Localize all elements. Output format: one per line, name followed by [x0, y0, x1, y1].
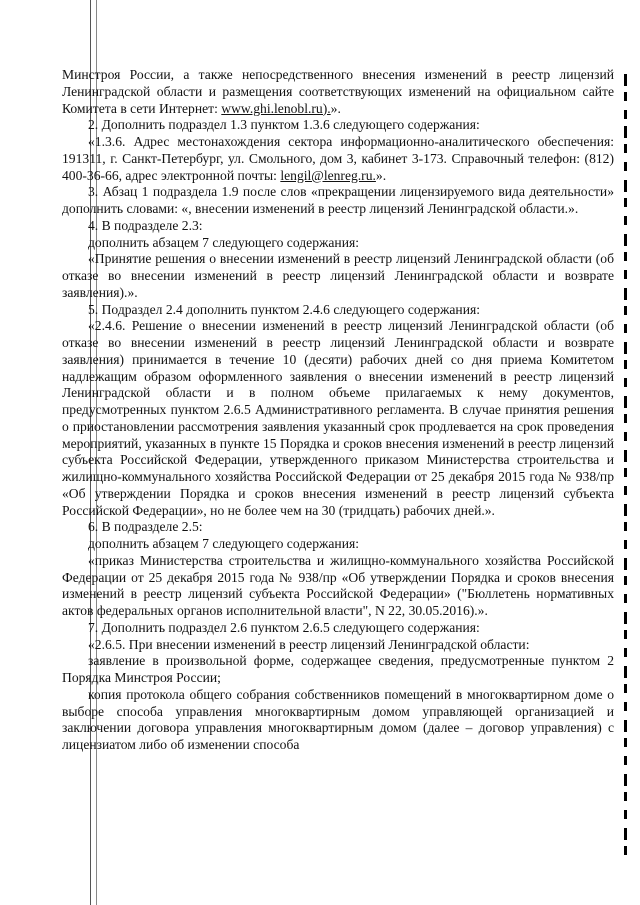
paragraph-p4: [62, 184, 614, 218]
paragraph-text: дополнить абзацем 7 следующего содержания:: [88, 234, 359, 250]
paragraph-text: ».: [330, 100, 341, 116]
scan-mark: [624, 342, 627, 354]
scan-mark: [624, 144, 627, 153]
scan-mark: [624, 270, 627, 279]
paragraph-text: 7. Дополнить подраздел 2.6 пунктом 2.6.5 следующего содержания:: [88, 619, 480, 635]
paragraph-p14: [62, 637, 614, 654]
paragraph-text: заявление в произвольной форме, содержащее сведения, предусмотренные пунктом 2 Порядка Минстроя России;: [62, 653, 614, 685]
scan-mark: [624, 720, 627, 732]
paragraph-text: дополнить абзацем 7 следующего содержания:: [88, 536, 359, 551]
scan-mark: [624, 774, 627, 786]
scan-mark: [624, 360, 627, 369]
paragraph-p3: [62, 134, 614, 184]
document-page: [62, 67, 614, 754]
paragraph-text: ».: [375, 167, 387, 183]
paragraph-text: «2.6.5. При внесении изменений в реестр лицензий Ленинградской области:: [88, 636, 530, 652]
paragraph-text: копия протокола общего собрания собственников помещений в многоквартирном доме о выборе способа управления многоквартирным домом управляющей организацией и заключении договора управления многоквартирным домом (далее – договор управления) с лицензиатом либо об изменении способа: [62, 686, 614, 752]
paragraph-p5: [62, 218, 614, 235]
paragraph-p16: [62, 687, 614, 754]
scan-mark: [624, 810, 627, 819]
scan-mark: [624, 126, 627, 138]
scan-mark: [624, 756, 627, 765]
scan-mark: [624, 216, 627, 225]
scan-mark: [624, 702, 627, 711]
underlined-link-text[interactable]: lengil@lenreg.ru.: [280, 167, 376, 183]
scan-mark: [624, 828, 627, 840]
scan-mark: [624, 792, 627, 801]
paragraph-text: 6. В подразделе 2.5:: [88, 519, 203, 535]
scan-mark: [624, 576, 627, 585]
scan-mark: [624, 180, 627, 192]
scan-mark: [624, 846, 627, 855]
scan-mark: [624, 378, 627, 387]
paragraph-text: «1.3.6. Адрес местонахождения сектора информационно-аналитического обеспечения: 191311, г. Санкт-Петербург, ул. Смольного, дом 3, кабинет 3-173. Справочный телефон: (812) 400-36-66, адрес электронной почты:: [62, 134, 614, 183]
scan-mark: [624, 666, 627, 678]
paragraph-p2: [62, 117, 614, 134]
scan-mark: [624, 198, 627, 207]
scan-mark: [624, 432, 627, 441]
scan-mark: [624, 396, 627, 408]
scan-mark: [624, 414, 627, 423]
scan-mark: [624, 684, 627, 693]
scan-mark: [624, 306, 627, 315]
scan-mark: [624, 594, 627, 603]
scan-mark: [624, 324, 627, 333]
scan-mark: [624, 450, 627, 462]
scan-mark: [624, 486, 627, 495]
paragraph-p13: [62, 620, 614, 637]
scan-mark: [624, 522, 627, 531]
scan-mark: [624, 252, 627, 261]
scan-mark: [624, 612, 627, 624]
paragraph-p6: [62, 235, 614, 252]
scan-mark: [624, 234, 627, 246]
scan-mark: [624, 558, 627, 570]
paragraph-p8: [62, 302, 614, 319]
underlined-link-text[interactable]: www.ghi.lenobl.ru).: [221, 100, 331, 116]
paragraph-text: 3. Абзац 1 подраздела 1.9 после слов «прекращении лицензируемого вида деятельности» дополнить словами: «, внесении изменений в реестр лицензий Ленинградской области.».: [62, 184, 614, 216]
paragraph-text: Минстроя России, а также непосредственного внесения изменений в реестр лицензий Ленинградской области и размещения соответствующих изменений на официальном сайте Комитета в сети Интернет:: [62, 67, 614, 116]
paragraph-text: 4. В подразделе 2.3:: [88, 217, 203, 233]
paragraph-text: «2.4.6. Решение о внесении изменений в реестр лицензий Ленинградской области (об отказе во внесении изменений в реестр лицензий Ленинградской области и возврате заявления) принимается в течение 10 (десяти) рабочих дней со дня приема Комитетом надлежащим образом оформленного заявления о внесении изменений в реестр лицензий Ленинградской области и в полном объеме прилагаемых к нему документов, предусмотренных пунктом 2.6.5 Административного регламента. В случае принятия решения о приостановлении рассмотрения заявления указанный срок продлевается на срок проведения мероприятий, указанных в пункте 15 Порядка и сроков внесения изменений в реестр лицензий субъекта Российской Федерации, утвержденного приказом Министерства строительства и жилищно-коммунального хозяйства Российской Федерации от 25 декабря 2015 года № 938/пр «Об утверждении Порядка и сроков внесения изменений в реестр лицензий субъекта Российской Федерации», но не более чем на 30 (тридцать) рабочих дней.».: [62, 318, 614, 518]
paragraph-p10: [62, 519, 614, 536]
scan-mark: [624, 738, 627, 747]
scan-mark: [624, 288, 627, 300]
paragraph-p7: [62, 251, 614, 301]
paragraph-p1: [62, 67, 614, 117]
paragraph-p11: [62, 536, 614, 553]
paragraph-text: 5. Подраздел 2.4 дополнить пунктом 2.4.6 следующего содержания:: [88, 301, 481, 317]
scan-mark: [624, 92, 627, 101]
scan-margin-marks: [624, 74, 628, 854]
scan-mark: [624, 540, 627, 549]
scan-mark: [624, 630, 627, 639]
paragraph-p15: [62, 653, 614, 687]
paragraph-p9: [62, 318, 614, 519]
scan-mark: [624, 162, 627, 171]
paragraph-text: «Принятие решения о внесении изменений в реестр лицензий Ленинградской области (об отказе во внесении изменений в реестр лицензий Ленинградской области и возврате заявления).».: [62, 251, 614, 300]
scan-mark: [624, 504, 627, 516]
paragraph-p12: [62, 553, 614, 620]
scan-mark: [624, 110, 627, 119]
paragraph-text: 2. Дополнить подраздел 1.3 пунктом 1.3.6 следующего содержания:: [88, 117, 480, 133]
scan-mark: [624, 648, 627, 657]
scan-mark: [624, 74, 627, 86]
scan-mark: [624, 468, 627, 477]
paragraph-text: «приказ Министерства строительства и жилищно-коммунального хозяйства Российской Федерации от 25 декабря 2015 года № 938/пр «Об утверждении Порядка и сроков внесения изменений в реестр лицензий субъекта Российской Федерации» ("Бюллетень нормативных актов федеральных органов исполнительной власти", N 22, 30.05.2016).».: [62, 552, 614, 618]
